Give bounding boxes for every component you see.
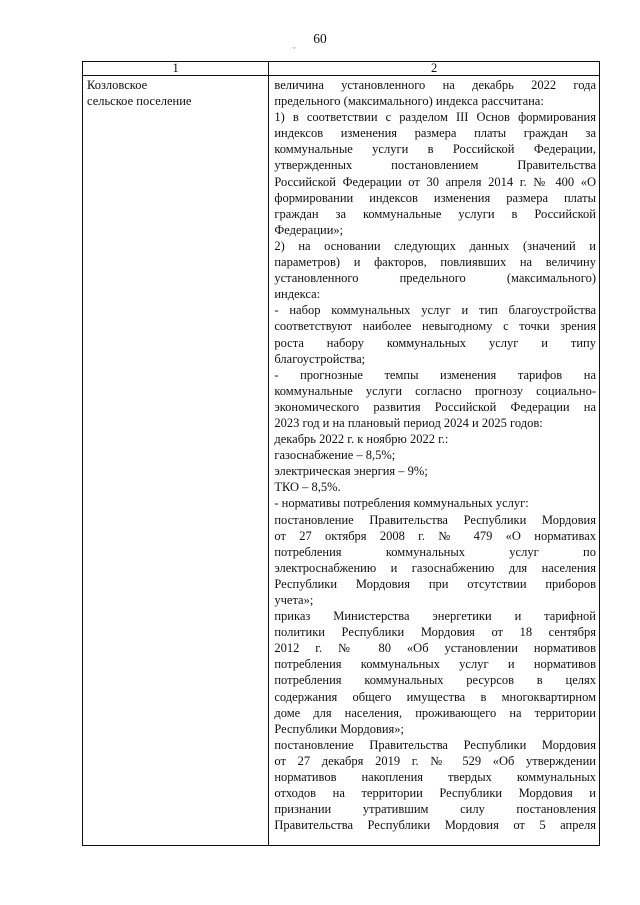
page-number: 60	[313, 31, 327, 46]
text-line: потребления коммунальных услуг по	[274, 544, 596, 559]
scan-mark: ˇ	[293, 46, 296, 55]
text-line: - набор коммунальных услуг и тип благоустройства	[274, 303, 596, 318]
text-line: - прогнозные темпы изменения тарифов на	[274, 367, 596, 382]
text-line: содержания общего имущества в многоквартирном	[274, 689, 596, 704]
text-line: величина установленного на декабрь 2022 года	[274, 78, 596, 92]
description-cell	[269, 76, 600, 846]
text-line: потребления коммунальных ресурсов в целях	[274, 673, 596, 688]
text-line: коммунальные услуги согласно прогнозу социально-	[274, 383, 596, 398]
text-line: приказ Министерства энергетики и тарифной	[274, 609, 596, 624]
text-line: Правительства Республики Мордовия от 5 апреля	[274, 818, 596, 833]
text-line: - нормативы потребления коммунальных услуг:	[274, 496, 529, 511]
text-line: благоустройства;	[274, 351, 366, 366]
text-line: 2012 г. № 80 «Об установлении нормативов	[274, 641, 596, 656]
text-line: декабрь 2022 г. к ноябрю 2022 г.:	[274, 432, 449, 447]
text-line: формировании индексов изменения размера платы	[274, 190, 596, 205]
settlement-name-line: сельское поселение	[87, 94, 192, 109]
text-line: Российской Федерации от 30 апреля 2014 г. № 400 «О	[274, 174, 596, 189]
text-line: Республики Мордовия при отсутствии приборов	[274, 576, 596, 591]
text-line: коммунальные услуги в Российской Федерации,	[274, 142, 596, 157]
text-line: отходов на территории Республики Мордовия и	[274, 786, 596, 801]
text-line: граждан за коммунальные услуги в Российской	[274, 206, 596, 221]
text-line: нормативов накопления твердых коммунальных	[274, 770, 596, 785]
text-line: потребления коммунальных услуг и нормативов	[274, 657, 596, 672]
text-line: от 27 декабря 2019 г. № 529 «Об утверждении	[274, 753, 596, 768]
text-line: индексов изменения размера платы граждан за	[274, 126, 596, 141]
text-line: электроснабжению и газоснабжению для населения	[274, 560, 596, 575]
table-header-row	[83, 62, 600, 76]
text-line: установленного предельного (максимального)	[274, 271, 596, 286]
text-line: экономического развития Российской Федерации на	[274, 399, 596, 414]
text-line: 2023 год и на плановый период 2024 и 2025 годов:	[274, 415, 543, 430]
settlement-name-cell	[83, 76, 269, 846]
description-text	[269, 76, 599, 833]
header-cell-1: 1	[83, 62, 269, 76]
text-line: постановление Правительства Республики Мордовия	[274, 737, 596, 752]
settlement-name-line: Козловское	[87, 78, 148, 92]
text-line: признании утратившим силу постановления	[274, 802, 596, 817]
text-line: параметров) и факторов, повлиявших на величину	[274, 255, 596, 270]
text-line: постановление Правительства Республики Мордовия	[274, 512, 596, 527]
header-cell-2: 2	[269, 62, 600, 76]
text-line: Республики Мордовия»;	[274, 721, 405, 736]
text-line: учета»;	[274, 593, 314, 607]
text-line: газоснабжение – 8,5%;	[274, 448, 396, 463]
text-line: политики Республики Мордовия от 18 сентября	[274, 625, 596, 640]
text-line: ТКО – 8,5%.	[274, 480, 341, 495]
text-line: роста набору коммунальных услуг и типу	[274, 335, 596, 350]
text-line: Федерации»;	[274, 222, 344, 237]
text-line: доме для населения, проживающего на территории	[274, 705, 596, 720]
text-line: индекса:	[274, 287, 321, 302]
text-line: от 27 октября 2008 г. № 479 «О нормативах	[274, 528, 596, 543]
text-line: 1) в соответствии с разделом III Основ формирования	[274, 110, 596, 125]
table-row	[83, 76, 600, 846]
text-line: утвержденных постановлением Правительства	[274, 158, 596, 173]
text-line: 2) на основании следующих данных (значений и	[274, 238, 596, 253]
text-line: электрическая энергия – 9%;	[274, 464, 428, 479]
text-line: соответствуют наиболее невыгодному с точки зрения	[274, 319, 596, 334]
content-table	[82, 61, 600, 846]
settlement-name	[83, 76, 268, 109]
text-line: предельного (максимального) индекса рассчитана:	[274, 94, 544, 109]
